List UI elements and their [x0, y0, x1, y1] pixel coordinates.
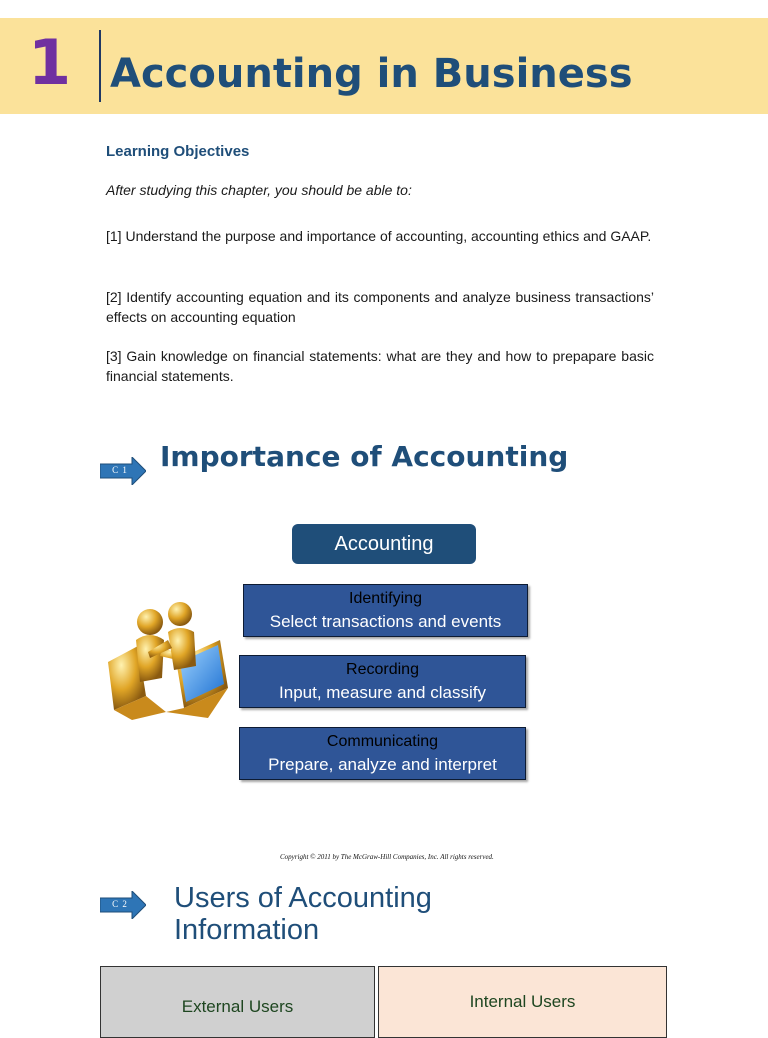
users-section-title: [174, 882, 432, 946]
step-identifying-desc: Select transactions and events: [269, 612, 502, 631]
internal-users-box: [378, 966, 667, 1038]
learning-objectives-intro: After studying this chapter, you should be able to:: [106, 182, 412, 198]
users-title-line2: Information: [174, 914, 320, 946]
step-identifying-title: Identifying: [349, 590, 422, 607]
copyright-notice: Copyright © 2011 by The McGraw-Hill Companies, Inc. All rights reserved.: [280, 853, 494, 861]
learning-objective-1: [1] Understand the purpose and importance of accounting, accounting ethics and GAAP.: [106, 228, 652, 244]
step-recording-desc: Input, measure and classify: [279, 683, 486, 702]
learning-objectives-heading: Learning Objectives: [106, 143, 250, 160]
people-with-laptops-icon: [104, 600, 232, 722]
step-recording: [239, 655, 526, 708]
chapter-title: Accounting in Business: [110, 51, 633, 97]
chapter-number: 1: [28, 26, 72, 99]
external-users-box: [100, 966, 375, 1038]
importance-section-title: Importance of Accounting: [160, 440, 569, 473]
learning-objective-2: [2] Identify accounting equation and its components and analyze business transactions’ effects on accounting equation: [106, 289, 654, 325]
c1-tag-label: C 1: [112, 465, 128, 475]
step-communicating: [239, 727, 526, 780]
step-identifying: [243, 584, 528, 637]
c2-tag-label: C 2: [112, 899, 128, 909]
step-communicating-title: Communicating: [326, 733, 439, 750]
external-users-label: External Users: [181, 997, 294, 1016]
header-divider: [99, 30, 101, 102]
step-recording-title: Recording: [346, 661, 419, 678]
accounting-box: Accounting: [292, 524, 476, 564]
learning-objective-3: [3] Gain knowledge on financial statements: what are they and how to prepapare basic financial statements.: [106, 348, 654, 384]
users-title-line1: Users of Accounting: [174, 882, 432, 914]
step-communicating-desc: Prepare, analyze and interpret: [268, 755, 497, 774]
internal-users-label: Internal Users: [469, 992, 576, 1011]
